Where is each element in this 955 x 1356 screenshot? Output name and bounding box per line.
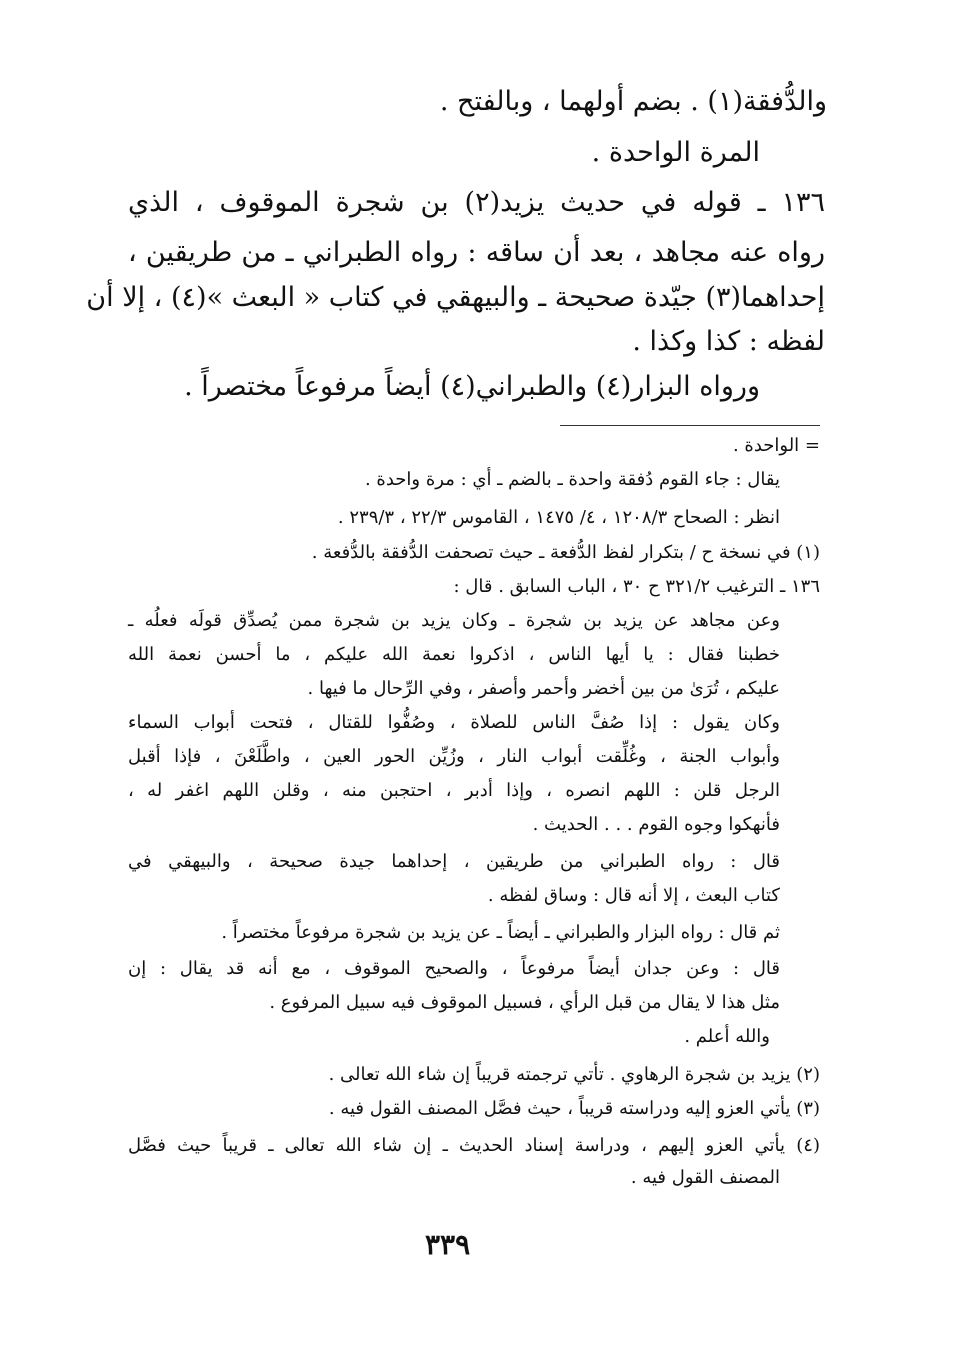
footnote-line: (٤) يأتي العزو إليهم ، ودراسة إسناد الحديث ـ إن شاء الله تعالى ـ قريباً حيث فصَّل [128,1135,820,1156]
main-line-4: رواه عنه مجاهد ، بعد أن ساقه : رواه الطبراني ـ من طريقين ، [128,237,825,268]
main-line-1: والدُّفقة(١) . بضم أولهما ، وبالفتح . [439,86,827,117]
footnote-line: الرجل قلن : اللهم انصره ، وإذا أدبر ، احتجبن منه ، وقلن اللهم اغفر له ، [128,780,780,801]
footnote-line: مثل هذا لا يقال من قبل الرأي ، فسبيل الموقوف فيه سبيل المرفوع . [269,992,780,1013]
main-line-3: ١٣٦ ـ قوله في حديث يزيد(٢) بن شجرة الموقوف ، الذي [128,187,825,218]
footnote-line: = الواحدة . [732,435,820,456]
footnote-line: ثم قال : رواه البزار والطبراني ـ أيضاً ـ عن يزيد بن شجرة مرفوعاً مختصراً . [221,922,780,943]
footnote-line: وعن مجاهد عن يزيد بن شجرة ـ وكان يزيد بن شجرة ممن يُصدِّق قولَه فعلُه ـ [128,610,780,631]
footnote-line: فأنهكوا وجوه القوم . . . الحديث . [532,814,780,835]
footnote-line: يقال : جاء القوم دُفقة واحدة ـ بالضم ـ أي : مرة واحدة . [364,469,780,490]
footnote-line: خطبنا فقال : يا أيها الناس ، اذكروا نعمة الله عليكم ، ما أحسن نعمة الله [128,644,780,665]
page-number: ٣٣٩ [425,1228,471,1261]
footnote-line: المصنف القول فيه . [630,1167,780,1188]
footnote-line: عليكم ، تُرَىٰ من بين أخضر وأحمر وأصفر ، وفي الرِّحال ما فيها . [307,678,780,699]
main-line-5: إحداهما(٣) جيّدة صحيحة ـ والبيهقي في كتاب « البعث »(٤) ، إلا أن [86,282,825,313]
footnote-line: والله أعلم . [684,1026,770,1047]
main-line-6: لفظه : كذا وكذا . [632,326,825,357]
footnote-line: (٢) يزيد بن شجرة الرهاوي . تأتي ترجمته قريباً إن شاء الله تعالى . [328,1064,820,1085]
footnote-line: انظر : الصحاح ١٢٠٨/٣ ، ٤/ ١٤٧٥ ، القاموس ٢٢/٣ ، ٢٣٩/٣ . [337,507,780,528]
footnote-line: ١٣٦ ـ الترغيب ٣٢١/٢ ح ٣٠ ، الباب السابق . قال : [453,576,820,597]
footnote-separator [560,425,820,426]
footnote-line: وكان يقول : إذا صُفَّ الناس للصلاة ، وصُفُّوا للقتال ، فتحت أبواب السماء [128,712,780,733]
footnote-line: قال : رواه الطبراني من طريقين ، إحداهما جيدة صحيحة ، والبيهقي في [128,851,780,872]
footnote-line: قال : وعن جدان أيضاً مرفوعاً ، والصحيح الموقوف ، مع أنه قد يقال : إن [128,958,780,979]
footnote-line: كتاب البعث ، إلا أنه قال : وساق لفظه . [487,885,780,906]
footnote-line: (١) في نسخة ح / بتكرار لفظ الدُّفعة ـ حيث تصحفت الدُّفقة بالدُّفعة . [311,542,820,563]
main-line-2: المرة الواحدة . [591,137,760,168]
footnote-line: (٣) يأتي العزو إليه ودراسته قريباً ، حيث فصَّل المصنف القول فيه . [328,1098,820,1119]
main-line-7: ورواه البزار(٤) والطبراني(٤) أيضاً مرفوعاً مختصراً . [184,371,760,402]
footnote-line: وأبواب الجنة ، وغُلِّقت أبواب النار ، وزُيِّن الحور العين ، واطَّلَعْنَ ، فإذا أقبل [128,746,780,767]
